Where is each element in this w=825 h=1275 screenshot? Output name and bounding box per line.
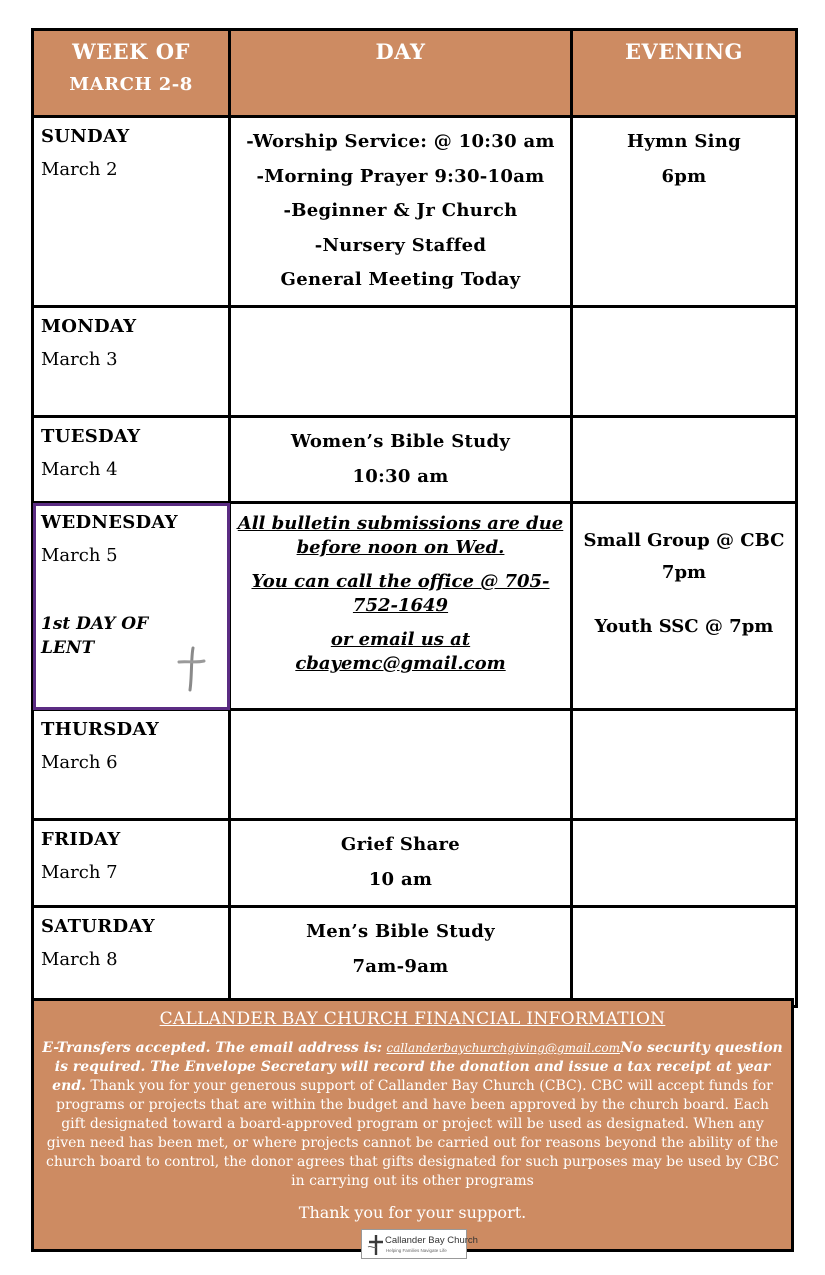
day-date: March 4 — [41, 459, 118, 480]
event-line: Youth SSC @ 7pm — [594, 616, 774, 637]
sunday-day-events — [230, 117, 572, 307]
event-line: Grief Share — [340, 834, 461, 855]
wednesday-row — [33, 503, 797, 710]
financial-info-title: CALLANDER BAY CHURCH FINANCIAL INFORMATION — [159, 1009, 666, 1029]
event-line: -Morning Prayer 9:30-10am — [256, 165, 545, 187]
header-row — [33, 30, 797, 117]
day-name: WEDNESDAY — [41, 512, 178, 533]
thursday-evening-events — [572, 710, 797, 820]
saturday-day-cell — [33, 907, 230, 1007]
etransfer-lead: E-Transfers accepted. The email address is: — [42, 1040, 383, 1056]
tuesday-day-cell — [33, 417, 230, 503]
event-line: Hymn Sing — [626, 131, 742, 152]
day-name: SUNDAY — [41, 126, 130, 147]
event-line: 10 am — [368, 868, 433, 890]
event-line: 7pm — [661, 562, 707, 583]
sunday-row — [33, 117, 797, 307]
monday-day-events — [230, 307, 572, 417]
giving-email-link[interactable]: callanderbaychurchgiving@gmail.com — [386, 1041, 620, 1055]
day-date: March 2 — [41, 159, 118, 180]
sunday-evening-events — [572, 117, 797, 307]
wednesday-evening-events — [572, 503, 797, 710]
day-date: March 5 — [41, 545, 118, 566]
week-label: WEEK OF — [72, 39, 190, 64]
day-name: FRIDAY — [41, 829, 121, 850]
sunday-day-cell — [33, 117, 230, 307]
weekly-schedule-table — [31, 28, 798, 1008]
day-name: THURSDAY — [41, 719, 159, 740]
saturday-row — [33, 907, 797, 1007]
friday-day-cell — [33, 820, 230, 907]
church-logo-tagline: Helping Families Navigate Life — [386, 1248, 447, 1253]
thanks-text: Thank you for your support. — [298, 1203, 527, 1222]
monday-row — [33, 307, 797, 417]
wednesday-day-cell — [33, 503, 230, 710]
thursday-row — [33, 710, 797, 820]
saturday-evening-events — [572, 907, 797, 1007]
event-line: Men’s Bible Study — [306, 921, 495, 942]
friday-row — [33, 820, 797, 907]
day-name: SATURDAY — [41, 916, 155, 937]
church-logo-name: Callander Bay Church — [385, 1235, 478, 1246]
event-line: 10:30 am — [352, 465, 449, 487]
day-header: DAY — [230, 30, 572, 117]
financial-info-box — [31, 998, 794, 1252]
monday-evening-events — [572, 307, 797, 417]
office-email-note: or email us at cbayemc@gmail.com — [295, 629, 506, 674]
day-date: March 8 — [41, 949, 118, 970]
tuesday-evening-events — [572, 417, 797, 503]
church-logo-icon — [366, 1234, 384, 1256]
etransfer-note: No security question is required. The Envelope Secretary will record the donation and issue a tax receipt at year end. — [52, 1040, 783, 1094]
day-name: TUESDAY — [41, 426, 141, 447]
bulletin-deadline-note: All bulletin submissions are due before noon on Wed. — [237, 513, 564, 558]
evening-header: EVENING — [572, 30, 797, 117]
church-logo — [361, 1229, 478, 1259]
day-name: MONDAY — [41, 316, 137, 337]
event-line: -Nursery Staffed — [314, 234, 487, 256]
event-line: 7am-9am — [352, 955, 449, 977]
day-date: March 6 — [41, 752, 118, 773]
day-date: March 7 — [41, 862, 118, 883]
event-line: -Worship Service: @ 10:30 am — [246, 131, 555, 152]
week-dates: MARCH 2-8 — [69, 74, 193, 95]
financial-policy-text: Thank you for your generous support of Callander Bay Church (CBC). CBC will accept funds for programs or projects that are within the budget and have been approved by the church board. Each gift designated toward a board-approved program or project will be used as designated. When any given need has been met, or where projects cannot be carried out for reasons beyond the ability of the church board to control, the donor agrees that gifts designated for such purposes may be used by CBC in carrying out its other programs — [46, 1078, 779, 1189]
friday-day-events — [230, 820, 572, 907]
event-line: 6pm — [661, 165, 707, 187]
event-line: -Beginner & Jr Church — [283, 200, 518, 221]
thursday-day-cell — [33, 710, 230, 820]
event-line: Small Group @ CBC — [583, 530, 785, 551]
day-date: March 3 — [41, 349, 118, 370]
event-line: General Meeting Today — [280, 269, 521, 290]
financial-info-body — [42, 1039, 783, 1191]
lent-note: 1st DAY OF LENT — [41, 614, 149, 658]
cross-icon — [176, 646, 206, 692]
tuesday-row — [33, 417, 797, 503]
week-header-cell — [33, 30, 230, 117]
event-line: Women’s Bible Study — [290, 431, 511, 452]
tuesday-day-events — [230, 417, 572, 503]
thursday-day-events — [230, 710, 572, 820]
monday-day-cell — [33, 307, 230, 417]
office-phone-note: You can call the office @ 705-752-1649 — [251, 571, 550, 616]
friday-evening-events — [572, 820, 797, 907]
wednesday-day-notes — [230, 503, 572, 710]
saturday-day-events — [230, 907, 572, 1007]
